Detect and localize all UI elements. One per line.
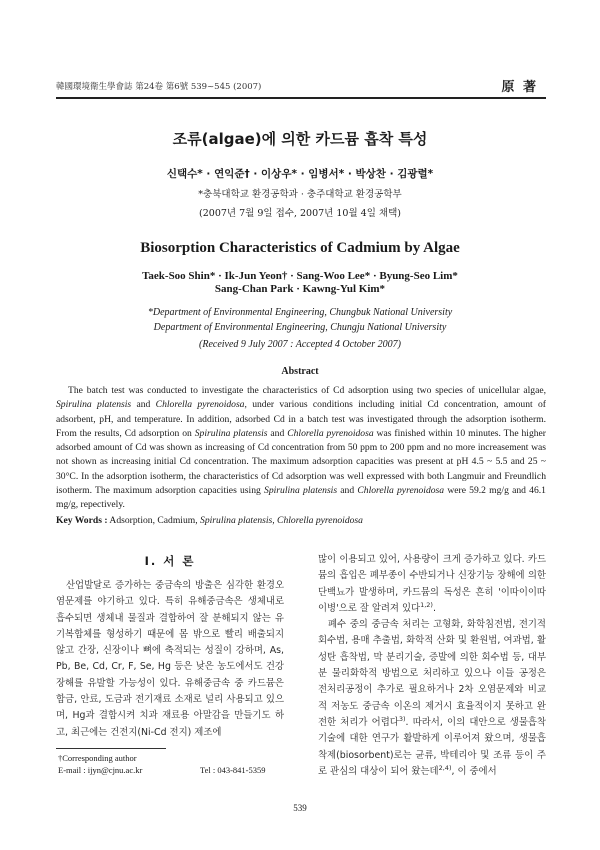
- keywords: [56, 515, 546, 526]
- abstract-heading: Abstract: [281, 366, 319, 377]
- affiliation-english-line2: Department of Environmental Engineering, Chungju National University: [153, 322, 447, 333]
- affiliation-english: [40, 305, 560, 335]
- footnote-label: †Corresponding author: [58, 753, 137, 763]
- dates-korean: (2007년 7월 9일 접수, 2007년 10월 4일 채택): [199, 208, 401, 219]
- intro-paragraph-2: 폐수 중의 중금속 처리는 고형화, 화학침전법, 전기적 회수법, 용매 추출법, 화학적 산화 및 환원법, 여과법, 활성탄 흡착법, 막 분리기술, 증발에 의한 회수법 등, 대부분 물리화학적 방법으로 처리하고 있으나 이들 공정은 전처리공정이 추가로 필요하거나 2차 오염문제와 비교적 저농도 중금속 이온의 제거시 효율적이지 못하고 완전한 처리가 어렵다$^{3)}$. 따라서, 이의 대안으로 생물흡착기술에 대한 연구가 활발하게 이루어져 왔으며, 생물흡착제(biosorbent)로는 균류, 박테리아 및 조류 등이 주로 관심의 대상이 되어 왔는데$^{2,4)}$, 이 중에서: [318, 619, 546, 777]
- journal-header: 韓國環境衛生學會誌 第24卷 第6號 539~545 (2007): [56, 82, 262, 92]
- authors-english-line1: Taek-Soo Shin* · Ik-Jun Yeon† · Sang-Woo Lee* · Byung-Seo Lim*: [142, 270, 458, 282]
- keywords-italic: Spirulina platensis, Chlorella pyrenoidosa: [200, 515, 363, 526]
- affiliation-english-line1: *Department of Environmental Engineering, Chungbuk National University: [147, 307, 453, 318]
- intro-paragraph-1: 산업발달로 증가하는 중금속의 방출은 심각한 환경오염문제를 야기하고 있다. 특히 유해중금속은 생체내로 흡수되면 생체내 물질과 결합하여 잘 분해되지 않는 유기복합체를 형성하기 때문에 몸 밖으로 빨리 배출되지 않고 간장, 신장이나 뼈에 축적되는 성질이 강하며, As, Pb, Be, Cd, Cr, F, Se, Hg 등은 낮은 농도에서도 건강장해를 유발할 가능성이 있다. 유해중금속 중 카드뮴은 합금, 안료, 도금과 전기재료 소재로 널리 사용되고 있으며, Hg과 결합시켜 치과 재료용 아말감을 만들기도 하고, 최근에는 건전지(Ni-Cd 전지) 제조에: [56, 580, 284, 738]
- body-column-right: [318, 552, 546, 780]
- footnote-email: E-mail : ijyn@cjnu.ac.kr: [58, 765, 143, 775]
- dates-english: (Received 9 July 2007 : Accepted 4 October 2007): [199, 339, 401, 350]
- intro-paragraph-1-cont: 많이 이용되고 있어, 사용량이 크게 증가하고 있다. 카드뮴의 흡입은 폐부종이 수반되거나 신장기능 장해에 의한 단백뇨가 발생하며, 카드뮴의 독성은 흔히 '이따이이따이병'으로 잘 알려져 있다$^{1,2)}$.: [318, 554, 546, 614]
- body-column-left: [56, 578, 284, 741]
- footnote-tel: Tel : 043-841-5359: [200, 765, 266, 775]
- footnote: [58, 752, 298, 776]
- abstract-text: The batch test was conducted to investigate the characteristics of Cd adsorption using two species of unicellular algae, Spirulina platensis and Chlorella pyrenoidosa, under various conditions including initial Cd concentration, amount of adsorbent, pH, and temperature. In addition, adsorbed Cd in a batch test was investigated through the adsorption isotherm. From the results, Cd adsorption on Spirulina platensis and Chlorella pyrenoidosa was finished within 10 minutes. The higher adsorbed amount of Cd was shown as increasing of Cd concentration from 50 ppm to 200 ppm and no more increasement was not shown as increasing initial Cd concentration. The maximum adsorption capacities was present at pH 4.5 ~ 5.5 and 25 ~ 30°C. In the adsorption isotherm, the characteristics of Cd adsorption was well expressed with both Langmuir and Freundlich isotherm. The maximum adsorption capacities using Spirulina platensis and Chlorella pyrenoidosa were 59.2 mg/g and 46.1 mg/g, repectively.: [56, 385, 546, 511]
- footnote-rule: [56, 748, 166, 749]
- article-type: 原 著: [501, 80, 538, 95]
- keywords-label: Key Words :: [56, 515, 108, 526]
- keywords-plain: Adsorption, Cadmium,: [109, 515, 198, 526]
- page-number: 539: [293, 803, 307, 813]
- authors-english: [40, 270, 560, 296]
- authors-korean: 신택수* · 연익준† · 이상우* · 임병서* · 박상찬 · 김광렬*: [166, 168, 434, 180]
- title-korean: 조류(algae)에 의한 카드뮴 흡착 특성: [172, 130, 428, 148]
- section-heading-introduction: I. 서 론: [144, 554, 196, 568]
- title-english: Biosorption Characteristics of Cadmium by Algae: [140, 240, 460, 256]
- affiliation-korean: *충북대학교 환경공학과 · 충주대학교 환경공학부: [198, 189, 402, 200]
- header-rule: [56, 97, 546, 99]
- authors-english-line2: Sang-Chan Park · Kawng-Yul Kim*: [214, 283, 386, 295]
